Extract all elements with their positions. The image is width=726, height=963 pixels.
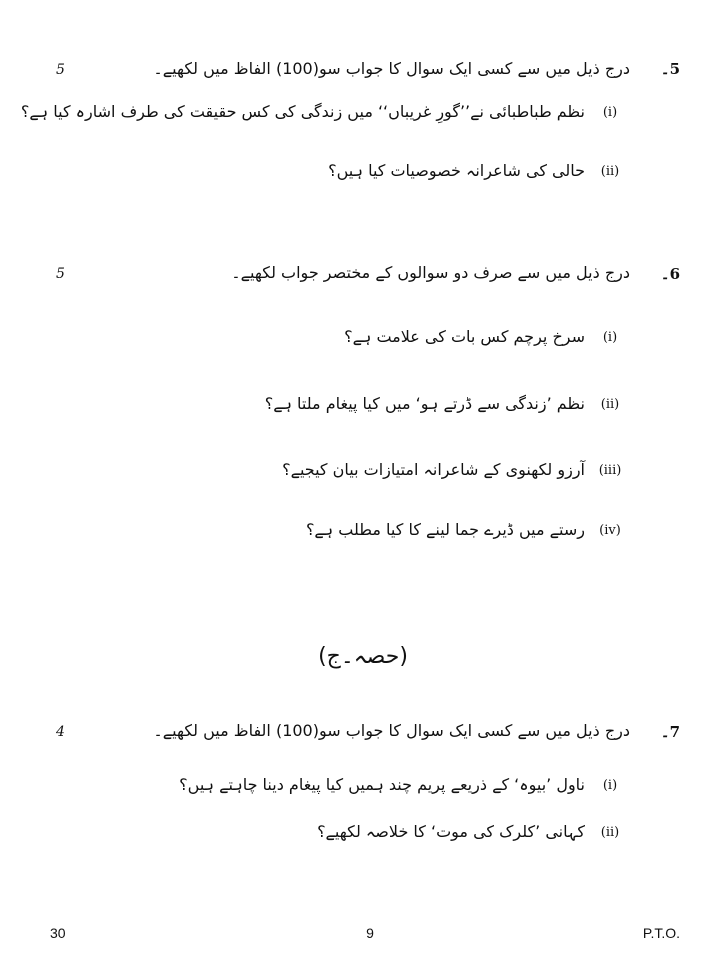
part-label: (i)	[602, 330, 618, 345]
part-text: ناول ’بیوہ‘ کے ذریعے پریم چند ہمیں کیا پیغام دینا چاہتے ہیں؟	[179, 775, 585, 794]
page-code: 30	[50, 925, 66, 941]
part-text: سرخ پرچم کس بات کی علامت ہے؟	[344, 327, 585, 346]
part-label: (ii)	[600, 164, 620, 179]
question-prompt: درج ذیل میں سے کسی ایک سوال کا جواب سو(100) الفاظ میں لکھیے۔	[153, 59, 630, 78]
part-label: (iii)	[598, 463, 622, 478]
page-number: 9	[366, 925, 374, 941]
question-marks: 4	[56, 724, 65, 740]
part-text: حالی کی شاعرانہ خصوصیات کیا ہیں؟	[328, 161, 585, 180]
part-text: نظم طباطبائی نے’’گورِ غریباں‘‘ میں زندگی کی کس حقیقت کی طرف اشارہ کیا ہے؟	[20, 102, 585, 121]
part-label: (ii)	[600, 825, 620, 840]
question-marks: 5	[56, 62, 65, 78]
part-text: کہانی ’کلرک کی موت‘ کا خلاصہ لکھیے؟	[317, 822, 585, 841]
part-label: (iv)	[599, 523, 621, 538]
question-number: 7۔	[660, 723, 680, 741]
part-label: (i)	[602, 778, 618, 793]
part-text: رستے میں ڈیرے جما لینے کا کیا مطلب ہے؟	[305, 520, 585, 539]
question-prompt: درج ذیل میں سے کسی ایک سوال کا جواب سو(100) الفاظ میں لکھیے۔	[153, 721, 630, 740]
question-number: 6۔	[660, 265, 680, 283]
part-label: (i)	[602, 105, 618, 120]
question-marks: 5	[56, 266, 65, 282]
part-text: آرزو لکھنوی کے شاعرانہ امتیازات بیان کیجیے؟	[282, 460, 585, 479]
question-prompt: درج ذیل میں سے صرف دو سوالوں کے مختصر جواب لکھیے۔	[231, 263, 630, 282]
pto-note: P.T.O.	[642, 925, 680, 941]
part-text: نظم ’زندگی سے ڈرتے ہو‘ میں کیا پیغام ملتا ہے؟	[264, 394, 585, 413]
section-heading: (حصہ۔ج)	[318, 644, 408, 669]
question-number: 5۔	[660, 60, 680, 78]
part-label: (ii)	[600, 397, 620, 412]
